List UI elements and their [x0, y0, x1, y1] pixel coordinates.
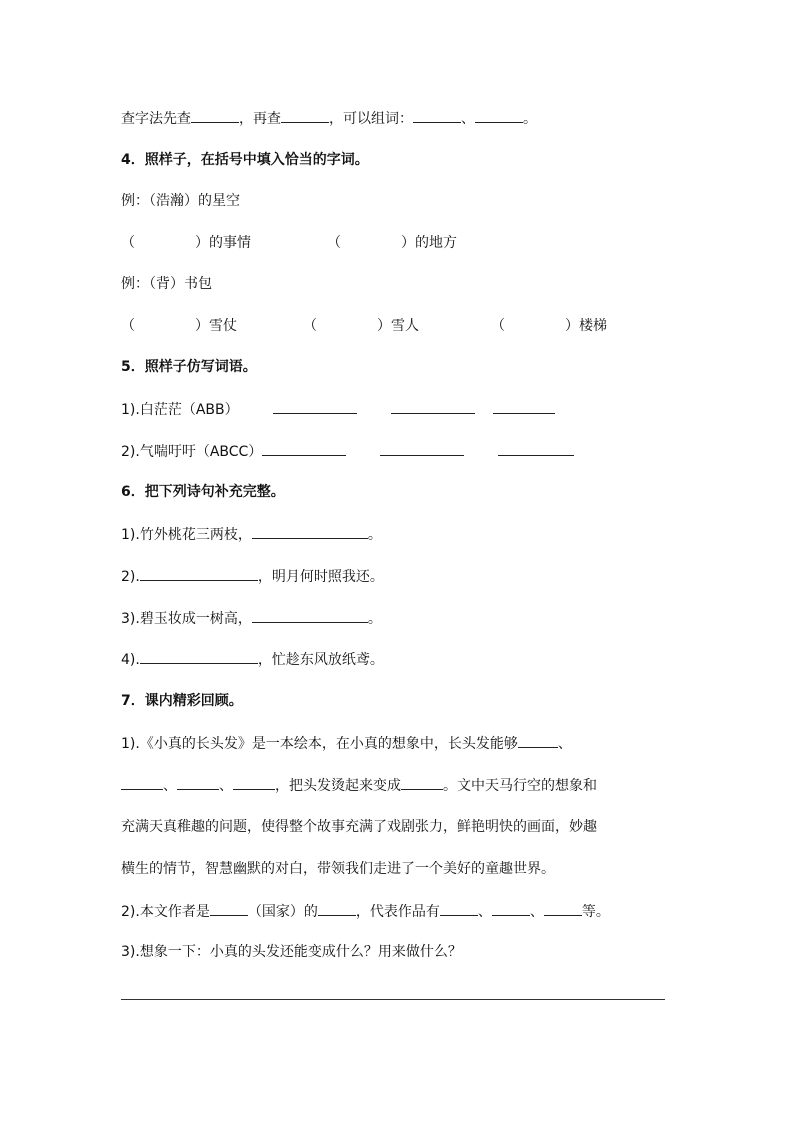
question-4-title: 4．照样子，在括号中填入恰当的字词。: [121, 152, 369, 168]
blank[interactable]: [140, 566, 258, 581]
text: 。: [523, 111, 537, 127]
text: （国家）的: [247, 904, 318, 920]
text: 1).竹外桃花三两枝，: [121, 527, 252, 543]
text: 1).《小真的长头发》是一本绘本，在小真的想象中，长头发能够: [121, 736, 518, 752]
paren-open: （: [327, 235, 341, 251]
q4-row-1: [121, 233, 457, 253]
text: 查字法先查: [121, 111, 191, 127]
text: 2).本文作者是: [121, 904, 210, 920]
blank[interactable]: [493, 399, 555, 414]
text: ）雪人: [377, 318, 419, 334]
blank[interactable]: [492, 901, 530, 916]
blank[interactable]: [440, 901, 478, 916]
text: ）楼梯: [565, 318, 607, 334]
text: 。: [367, 611, 382, 627]
blank[interactable]: [544, 901, 582, 916]
blank[interactable]: [318, 901, 356, 916]
blank[interactable]: [191, 108, 239, 123]
text: ）的地方: [401, 235, 457, 251]
answer-line[interactable]: [121, 999, 665, 1000]
text: 、: [163, 778, 177, 794]
text: ）的事情: [195, 235, 251, 251]
text: ，把头发烫起来变成: [275, 778, 401, 794]
text: 4).: [121, 652, 140, 668]
text: 、: [219, 778, 233, 794]
text: ）雪仗: [195, 318, 237, 334]
text: ，再查: [239, 111, 281, 127]
text: 、: [477, 904, 492, 920]
blank[interactable]: [413, 108, 461, 123]
text: 、: [557, 736, 572, 752]
q7-item-2: [121, 901, 610, 922]
text: ，忙趁东风放纸鸢。: [257, 652, 384, 668]
text: 1).白茫茫（ABB）: [121, 402, 239, 418]
q7-item-3: 3).想象一下：小真的头发还能变成什么？用来做什么？: [121, 944, 462, 960]
q6-item-1: [121, 524, 382, 545]
q6-item-4: [121, 649, 384, 670]
q4-example-1: 例：（浩瀚）的星空: [121, 193, 240, 209]
paren-open: （: [121, 235, 135, 251]
text: ，明月何时照我还。: [257, 569, 384, 585]
question-6-title: 6．把下列诗句补充完整。: [121, 484, 285, 500]
q6-item-2: [121, 566, 384, 587]
text: ，可以组词：: [329, 111, 413, 127]
text: 3).碧玉妆成一树高，: [121, 611, 252, 627]
blank[interactable]: [273, 399, 357, 414]
text: 2).气喘吁吁（ABCC）: [121, 444, 263, 460]
blank[interactable]: [177, 775, 219, 790]
blank[interactable]: [252, 608, 368, 623]
fill-line-lookup: [121, 108, 537, 129]
blank[interactable]: [233, 775, 275, 790]
q5-item-2: [121, 441, 574, 462]
text: ，代表作品有: [355, 904, 440, 920]
blank[interactable]: [380, 441, 464, 456]
text: 等。: [581, 904, 610, 920]
q7-para-line-4: 横生的情节，智慧幽默的对白，带领我们走进了一个美好的童趣世界。: [121, 861, 555, 877]
q7-para-line-1: [121, 733, 572, 754]
question-7-title: 7．课内精彩回顾。: [121, 693, 243, 709]
blank[interactable]: [498, 441, 574, 456]
blank[interactable]: [262, 441, 346, 456]
blank[interactable]: [475, 108, 523, 123]
blank[interactable]: [518, 733, 558, 748]
text: 。文中天马行空的想象和: [443, 778, 597, 794]
q4-row-2: [121, 316, 607, 336]
blank[interactable]: [391, 399, 475, 414]
q7-para-line-3: 充满天真稚趣的问题，使得整个故事充满了戏剧张力，鲜艳明快的画面，妙趣: [121, 819, 597, 835]
text: 、: [461, 111, 475, 127]
q6-item-3: [121, 608, 382, 629]
q4-example-2: 例：（背）书包: [121, 276, 212, 292]
blank[interactable]: [140, 649, 258, 664]
paren-open: （: [303, 318, 317, 334]
blank[interactable]: [281, 108, 329, 123]
text: 、: [529, 904, 544, 920]
text: 2).: [121, 569, 140, 585]
q5-item-1: [121, 399, 555, 420]
q7-para-line-2: [121, 775, 597, 796]
blank[interactable]: [252, 524, 368, 539]
paren-open: （: [491, 318, 505, 334]
paren-open: （: [121, 318, 135, 334]
blank[interactable]: [121, 775, 163, 790]
blank[interactable]: [401, 775, 443, 790]
question-5-title: 5．照样子仿写词语。: [121, 359, 257, 375]
blank[interactable]: [210, 901, 248, 916]
text: 。: [367, 527, 382, 543]
